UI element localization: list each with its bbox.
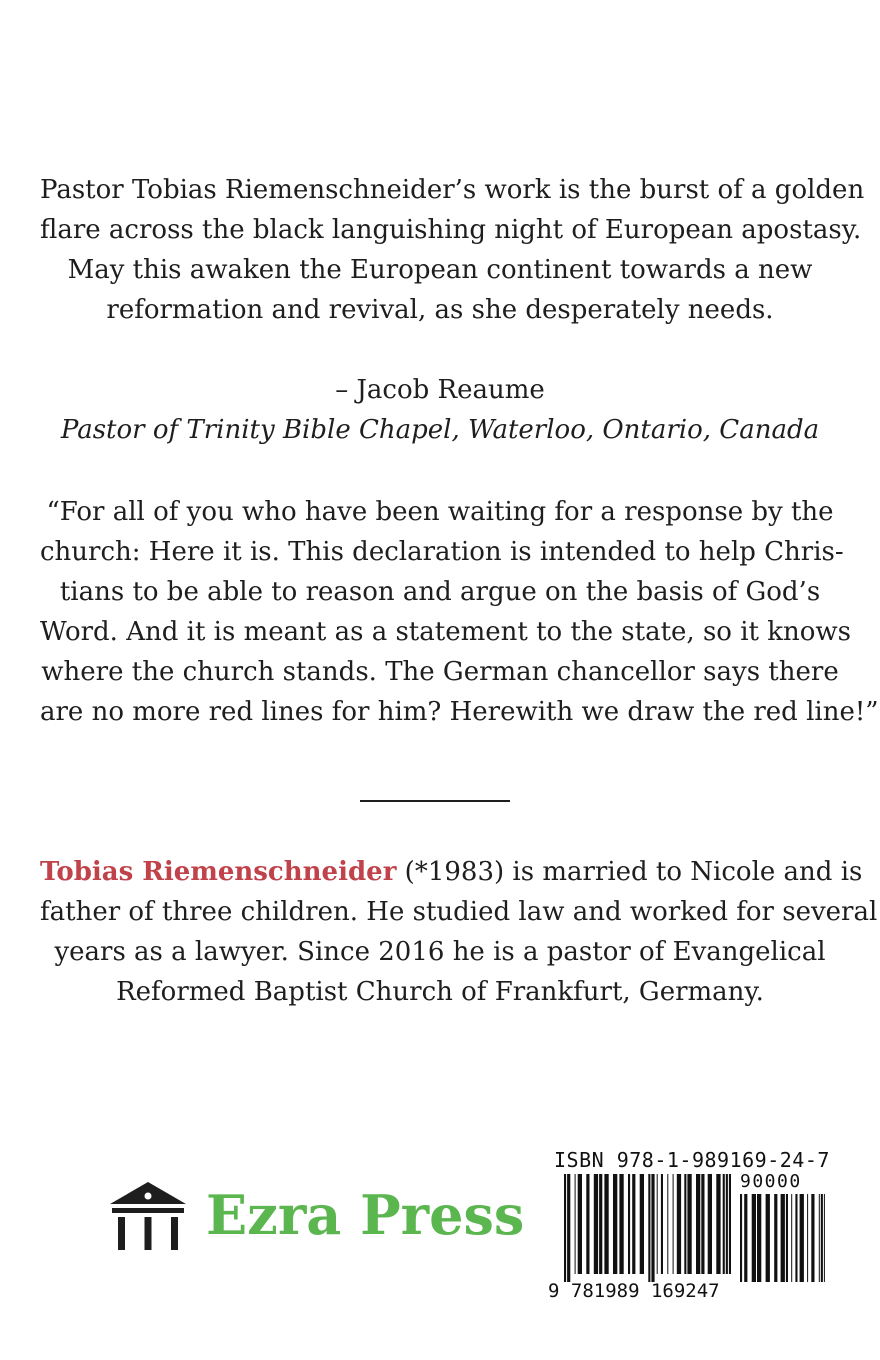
barcode-bar xyxy=(578,1174,582,1274)
quote-line: church: Here it is. This declaration is intended to help Chris- xyxy=(40,537,844,567)
isbn-label: ISBN 978-1-989169-24-7 xyxy=(554,1148,830,1172)
ean-digits: 9 781989 169247 xyxy=(548,1280,720,1302)
barcode-bar xyxy=(752,1194,756,1282)
isbn-barcode xyxy=(548,1148,828,1308)
barcode-bar xyxy=(604,1174,608,1274)
barcode-bar xyxy=(800,1194,804,1282)
barcode-bar xyxy=(651,1174,654,1282)
section-divider xyxy=(360,800,510,802)
bio-first-line-text: (*1983) is married to Nicole and is xyxy=(396,857,863,887)
barcode-bar xyxy=(740,1194,742,1282)
barcode-bar xyxy=(613,1174,617,1274)
barcode-bar xyxy=(564,1174,566,1282)
barcode-bar xyxy=(567,1174,570,1282)
barcode-bar xyxy=(757,1194,761,1282)
quote-line: are no more red lines for him? Herewith we draw the red line!” xyxy=(40,697,879,727)
bio-line: years as a lawyer. Since 2016 he is a pastor of Evangelical xyxy=(54,937,826,967)
barcode-bar xyxy=(673,1174,674,1274)
barcode-bar xyxy=(807,1194,808,1282)
barcode-bar xyxy=(696,1174,700,1274)
endorser-name: – Jacob Reaume xyxy=(335,375,545,405)
barcode-bar xyxy=(667,1174,668,1274)
bio-line: father of three children. He studied law and worked for several xyxy=(40,897,878,927)
quote-line: where the church stands. The German chancellor says there xyxy=(41,657,839,687)
barcode-bar xyxy=(824,1194,825,1282)
barcode-bar xyxy=(716,1174,720,1274)
building-columns-icon xyxy=(108,1180,188,1252)
barcode-bar xyxy=(723,1174,725,1274)
barcode-bar xyxy=(648,1174,650,1282)
barcode-bar xyxy=(791,1194,792,1282)
barcode-bar xyxy=(744,1194,747,1282)
barcode-bar xyxy=(586,1174,589,1274)
publisher-name: Ezra Press xyxy=(206,1183,525,1247)
quote-line: flare across the black languishing night of European apostasy. xyxy=(40,215,862,245)
bio-line xyxy=(40,852,863,892)
barcode-bar xyxy=(661,1174,663,1274)
publisher-logo xyxy=(108,1180,528,1256)
author-name: Tobias Riemenschneider xyxy=(40,857,397,887)
quote-line: “For all of you who have been waiting for a response by the xyxy=(46,497,834,527)
barcode-bar xyxy=(632,1174,635,1274)
quote-line: Word. And it is meant as a statement to the state, so it knows xyxy=(40,617,852,647)
barcode-bar xyxy=(781,1194,785,1282)
barcode-bar xyxy=(619,1174,623,1274)
bio-line: Reformed Baptist Church of Frankfurt, Germany. xyxy=(116,977,764,1007)
barcode-bar xyxy=(811,1194,814,1282)
endorsement-quote-1 xyxy=(40,170,865,330)
quote-line: May this awaken the European continent towards a new xyxy=(67,255,813,285)
barcode-bar xyxy=(766,1194,770,1282)
barcode-bar xyxy=(819,1194,820,1282)
barcode-bar xyxy=(795,1194,797,1282)
author-bio xyxy=(40,852,878,1012)
barcode-bar xyxy=(774,1194,777,1282)
ean-barcode-bars xyxy=(564,1174,736,1282)
endorser-role: Pastor of Trinity Bible Chapel, Waterloo, Ontario, Canada xyxy=(60,415,820,445)
price-code: 90000 xyxy=(740,1171,802,1192)
barcode-bar xyxy=(677,1174,681,1274)
endorsement-attribution xyxy=(40,370,840,450)
barcode-bar xyxy=(729,1174,731,1274)
barcode-bar xyxy=(726,1174,728,1274)
barcode-bar xyxy=(821,1194,823,1282)
barcode-bar xyxy=(684,1174,686,1274)
quote-line: Pastor Tobias Riemenschneider’s work is the burst of a golden xyxy=(40,175,865,205)
barcode-bar xyxy=(708,1174,712,1274)
quote-line: tians to be able to reason and argue on the basis of God’s xyxy=(59,577,821,607)
barcode-bar xyxy=(701,1174,704,1274)
barcode-bar xyxy=(575,1174,576,1274)
barcode-bar xyxy=(687,1174,691,1274)
barcode-bar xyxy=(628,1174,630,1274)
price-addon-bars xyxy=(740,1194,826,1282)
barcode-bar xyxy=(786,1194,788,1282)
barcode-bar xyxy=(599,1174,602,1274)
quote-line: reformation and revival, as she desperately needs. xyxy=(106,295,774,325)
barcode-bar xyxy=(657,1174,658,1274)
endorsement-quote-2 xyxy=(40,492,879,732)
barcode-bar xyxy=(594,1174,598,1274)
barcode-bar xyxy=(640,1174,644,1274)
